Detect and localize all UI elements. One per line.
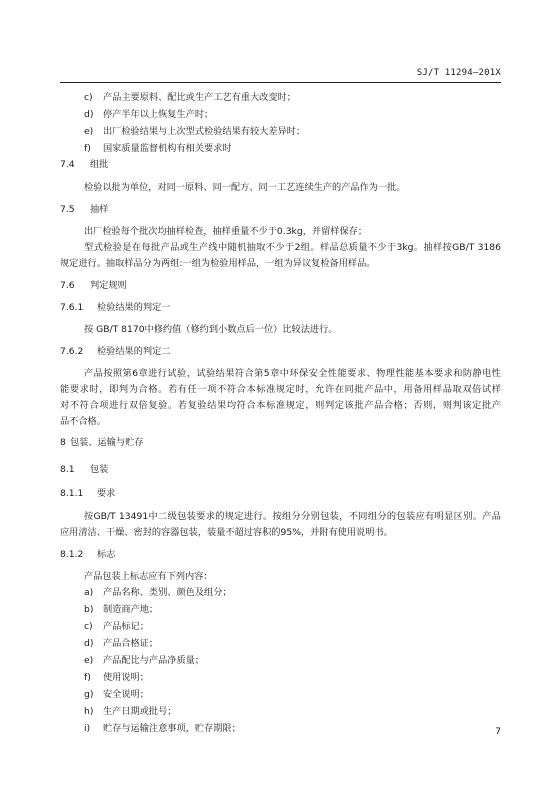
paragraph: 对不符合项进行双倍复验。若复验结果均符合本标准规定，则判定该批产品合格；否则，则判该定批产 [60, 400, 501, 411]
paragraph: 应用清洁、干燥、密封的容器包装，装量不超过容积的95%，并附有使用说明书。 [60, 527, 393, 538]
page-number: 7 [495, 727, 501, 737]
list-item: h) 生产日期或批号； [84, 706, 177, 717]
list-item: e) 产品配比与产品净质量； [84, 655, 205, 666]
section-heading-8: 8 包装、运输与贮存 [60, 437, 144, 448]
list-item: f) 国家质量监督机构有相关要求时 [84, 143, 232, 154]
list-item: g) 安全说明； [84, 689, 149, 700]
paragraph: 能要求时，即判为合格。若有任一项不符合本标准规定时，允许在同批产品中，用备用样品取双倍试样 [60, 384, 501, 395]
paragraph: 品不合格。 [60, 416, 106, 427]
paragraph: 产品包装上标志应有下列内容： [84, 571, 213, 582]
list-item: d) 产品合格证； [84, 638, 159, 649]
paragraph: 出厂检验每个批次均抽样检查，抽样重量不少于0.3kg，并留样保存； [84, 226, 368, 237]
paragraph: 检验以批为单位，对同一原料、同一配方、同一工艺连续生产的产品作为一批。 [84, 182, 406, 193]
list-item: i) 贮存与运输注意事项，贮存期限； [84, 723, 241, 734]
list-item: f) 使用说明； [84, 672, 149, 683]
paragraph: 按 GB/T 8170中修约值（修约到小数点后一位）比较法进行。 [84, 324, 338, 335]
header-rule [60, 82, 501, 83]
list-item: c) 产品标记； [84, 621, 149, 632]
section-heading-7-4: 7.4 组批 [60, 159, 109, 170]
section-heading-7-5: 7.5 抽样 [60, 204, 109, 215]
paragraph: 型式检验是在每批产品或生产线中随机抽取不少于2组。样品总质量不少于3kg。抽样按GB/T 3186 [84, 242, 501, 253]
list-item: a) 产品名称、类别、颜色及组分； [84, 587, 232, 598]
list-item: d) 停产半年以上恢复生产时； [84, 109, 214, 120]
document-code: SJ/T 11294—201X [416, 68, 501, 78]
section-heading-7-6-1: 7.6.1 检验结果的判定一 [60, 302, 171, 313]
paragraph: 规定进行。抽取样品分为两组:一组为检验用样品，一组为异议复检备用样品。 [60, 258, 376, 269]
section-heading-8-1: 8.1 包装 [60, 464, 109, 475]
list-item: c) 产品主要原料、配比或生产工艺有重大改变时； [84, 92, 296, 103]
paragraph: 按GB/T 13491中二级包装要求的规定进行。按组分分别包装，不同组分的包装应有明显区别。产品 [84, 511, 501, 522]
section-heading-8-1-1: 8.1.1 要求 [60, 488, 116, 499]
section-heading-8-1-2: 8.1.2 标志 [60, 549, 116, 560]
paragraph: 产品按照第6章进行试验，试验结果符合第5章中环保安全性能要求、物理性能基本要求和防静电性 [84, 368, 501, 379]
section-heading-7-6-2: 7.6.2 检验结果的判定二 [60, 346, 171, 357]
list-item: e) 出厂检验结果与上次型式检验结果有较大差异时； [84, 126, 306, 137]
section-heading-7-6: 7.6 判定规则 [60, 280, 127, 291]
list-item: b) 制造商产地； [84, 604, 159, 615]
